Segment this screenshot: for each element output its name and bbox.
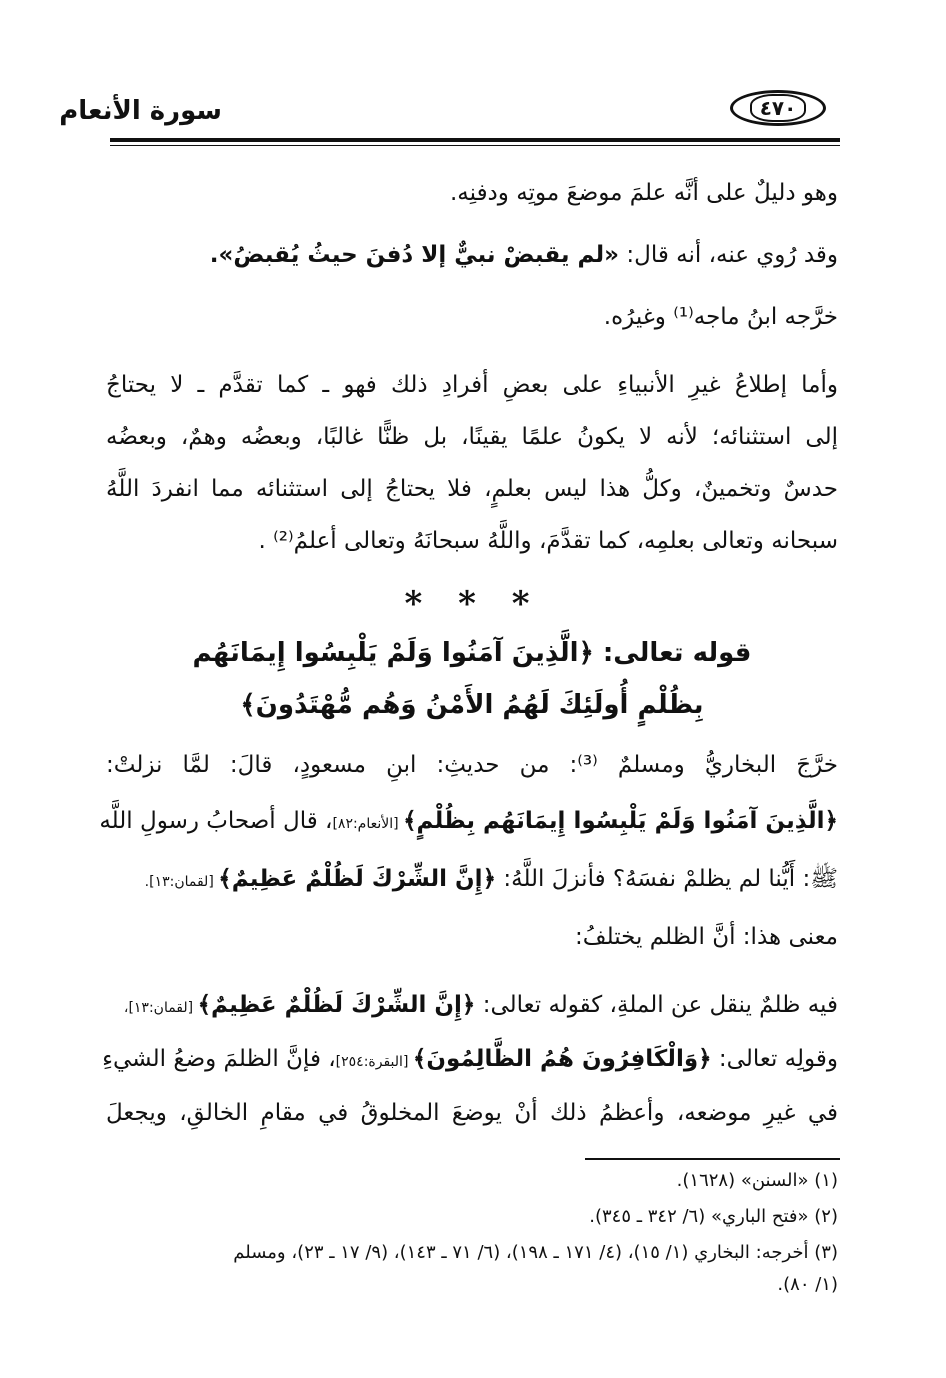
text-line: حدسٌ وتخمينٌ، وكلُّ هذا ليس بعلمٍ، فلا يحتاجُ إلى استثنائه مما انفردَ اللَّهُ [106, 476, 838, 502]
verse-quote: ﴿إِنَّ الشِّرْكَ لَظُلْمٌ عَظِيمٌ﴾ [197, 992, 476, 1018]
line-part: وقولِه تعالى: [711, 1046, 838, 1072]
verse-quote: ﴿وَالْكَافِرُونَ هُمُ الظَّالِمُونَ﴾ [412, 1046, 712, 1072]
page-number: ٤٧٠ [750, 94, 807, 122]
text-line [99, 808, 838, 834]
surah-title: سورة الأنعام [59, 96, 222, 126]
header-rule-thin [110, 145, 840, 146]
footnote-3: (٣) أخرجه: البخاري (١/ ١٥)، (٤/ ١٧١ ـ ١٩٨)، (٦/ ٧١ ـ ١٤٣)، (٩/ ١٧ ـ ٢٣)، ومسلم [233, 1242, 838, 1263]
verse-ref: [لقمان:١٣]. [144, 874, 219, 890]
text-line [106, 242, 838, 268]
text-line [102, 1046, 838, 1072]
line-part: ، فإنَّ الظلمَ وضعُ الشيءِ [102, 1046, 336, 1072]
line-part: ﷺ: أَيُّنا لم يظلمْ نفسَهُ؟ فأنزلَ اللَّهُ: [496, 866, 838, 892]
verse-heading-line2: بِظُلْمٍ أُولَئِكَ لَهُمُ الأَمْنُ وَهُم مُّهْتَدُونَ﴾ [240, 690, 704, 720]
text-line: وأما إطلاعُ غيرِ الأنبياءِ على بعضِ أفرادِ ذلك فهو ـ كما تقدَّم ـ لا يحتاجُ [106, 372, 838, 398]
verse-ref: [لقمان:١٣]، [123, 1000, 198, 1016]
verse-ref: [الأنعام:٨٢] [332, 816, 404, 832]
line-part: فيه ظلمٌ ينقل عن الملةِ، كقوله تعالى: [475, 992, 838, 1018]
page-header [59, 88, 840, 138]
text-line [106, 864, 838, 898]
text-line [106, 992, 838, 1018]
line-part: وقد رُوي عنه، أنه قال: [619, 242, 838, 268]
hadith-quote: «لم يقبضْ نبيٌّ إلا دُفنَ حيثُ يُقبضُ». [209, 242, 620, 268]
text-line: وهو دليلٌ على أنَّه علمَ موضعَ موتِه ودفنِه. [449, 180, 838, 206]
header-rule-thick [110, 138, 840, 142]
verse-quote: ﴿إِنَّ الشِّرْكَ لَظُلْمٌ عَظِيمٌ﴾ [218, 866, 497, 892]
page-number-badge [730, 90, 826, 126]
verse-ref: [البقرة:٢٥٤] [335, 1054, 413, 1070]
text-line: في غيرِ موضعه، وأعظمُ ذلك أنْ يوضعَ المخلوقُ في مقامِ الخالقِ، ويجعلَ [106, 1100, 838, 1126]
section-separator: * * * [404, 584, 542, 624]
text-line: خرَّجه ابنُ ماجه⁽¹⁾ وغيرُه. [603, 304, 838, 330]
footnote-3-cont: (١/ ٨٠). [777, 1274, 838, 1295]
text-line: خرَّجَ البخاريُّ ومسلمٌ ⁽³⁾: من حديثِ: ابنِ مسعودٍ، قالَ: لمَّا نزلتْ: [106, 752, 838, 778]
text-line: معنى هذا: أنَّ الظلم يختلفُ: [575, 924, 838, 950]
verse-quote: ﴿الَّذِينَ آمَنُوا وَلَمْ يَلْبِسُوا إِيمَانَهُم بِظُلْمٍ﴾ [403, 808, 838, 834]
text-line: سبحانه وتعالى بعلمِه، كما تقدَّمَ، واللَّهُ سبحانَهُ وتعالى أعلمُ⁽²⁾ . [258, 528, 838, 554]
footnote-1: (١) «السنن» (١٦٢٨). [676, 1170, 838, 1191]
text-line: إلى استثنائه؛ لأنه لا يكونُ علمًا يقينًا، بل ظنًّا غالبًا، وبعضُه وهمٌ، وبعضُه [106, 424, 838, 450]
footnote-2: (٢) «فتح الباري» (٦/ ٣٤٢ ـ ٣٤٥). [589, 1206, 838, 1227]
line-part: ، قال أصحابُ رسولِ اللَّه [99, 808, 333, 834]
verse-heading-line1: قوله تعالى: ﴿الَّذِينَ آمَنُوا وَلَمْ يَلْبِسُوا إِيمَانَهُم [192, 638, 752, 668]
footnote-separator [585, 1158, 840, 1160]
